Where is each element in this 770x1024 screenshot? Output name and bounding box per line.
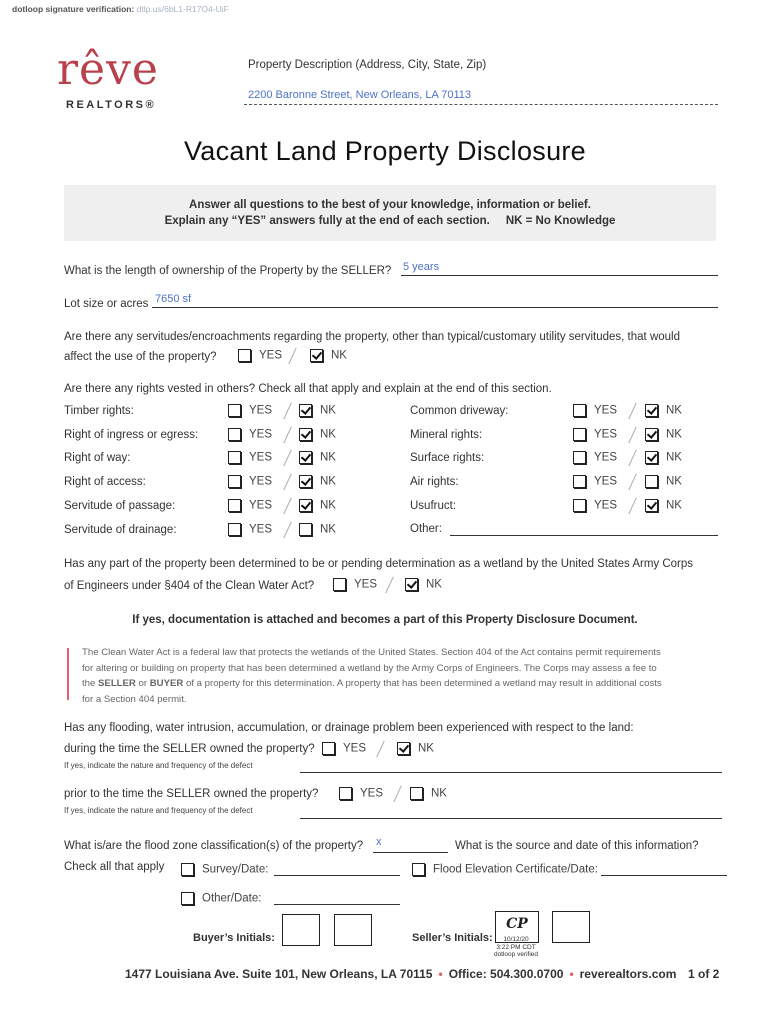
ownership-field[interactable]: 5 years: [403, 261, 440, 273]
rights-left-nk-option[interactable]: NK: [299, 428, 336, 441]
page-number: 1 of 2: [688, 967, 720, 981]
checkbox[interactable]: [412, 863, 425, 876]
checkbox-checked[interactable]: [310, 349, 323, 362]
wetland-doc-note: If yes, documentation is attached and becomes a part of this Property Disclosure Document.: [132, 614, 638, 626]
elevation-cert-option[interactable]: Flood Elevation Certificate/Date:: [412, 863, 598, 876]
survey-option[interactable]: Survey/Date:: [181, 863, 268, 876]
divider: [244, 104, 718, 105]
flooding-prior-if-yes: If yes, indicate the nature and frequency of the defect: [64, 806, 253, 815]
flooding-during-yes-option[interactable]: YES: [322, 742, 366, 755]
rights-left-label: Right of access:: [64, 476, 146, 488]
checkbox[interactable]: [410, 787, 423, 800]
flooding-prior-question: prior to the time the SELLER owned the property?: [64, 788, 319, 800]
checkbox[interactable]: [573, 475, 586, 488]
company-logo: rêve: [57, 44, 159, 95]
separator: [288, 348, 297, 365]
checkbox[interactable]: [228, 451, 241, 464]
checkbox[interactable]: [573, 404, 586, 417]
verification-label: dotloop signature verification:: [12, 4, 135, 14]
rights-left-nk-option[interactable]: NK: [299, 404, 336, 417]
checkbox[interactable]: [181, 892, 194, 905]
separator: [283, 450, 292, 467]
flood-zone-field[interactable]: x: [376, 836, 382, 848]
lot-size-underline: [152, 307, 718, 308]
separator: [385, 577, 394, 594]
instructions-box: [64, 185, 716, 241]
flooding-prior-yes-option[interactable]: YES: [339, 787, 383, 800]
other-option[interactable]: Other/Date:: [181, 892, 261, 905]
flood-zone-question: What is/are the flood zone classification(s) of the property?: [64, 840, 364, 852]
checkbox-checked[interactable]: [645, 404, 658, 417]
checkbox-checked[interactable]: [645, 428, 658, 441]
checkbox[interactable]: [573, 451, 586, 464]
survey-date-field[interactable]: [274, 875, 400, 876]
rights-right-nk-option[interactable]: NK: [645, 404, 682, 417]
signature-verification: [12, 4, 229, 14]
separator: [283, 474, 292, 491]
bullet-icon: •: [438, 967, 443, 981]
checkbox[interactable]: [333, 578, 346, 591]
rights-left-yes-option[interactable]: YES: [228, 404, 272, 417]
checkbox[interactable]: [645, 475, 658, 488]
wetland-question-line1: Has any part of the property been determined to be or pending determination as a wetland by the United States Army Corps: [64, 558, 694, 570]
wetland-yes-option[interactable]: YES: [333, 578, 377, 591]
rights-left-nk-option[interactable]: NK: [299, 475, 336, 488]
buyer-initials-box-2[interactable]: [334, 914, 372, 946]
footer-office: Office: 504.300.0700: [448, 967, 564, 981]
verification-link[interactable]: dtlp.us/6bL1-R17O4-UiF: [136, 4, 229, 14]
checkbox[interactable]: [573, 428, 586, 441]
rights-right-nk-option[interactable]: NK: [645, 475, 682, 488]
separator: [283, 403, 292, 420]
checkbox[interactable]: [322, 742, 335, 755]
rights-right-label: Common driveway:: [410, 405, 509, 417]
flooding-prior-defect-field[interactable]: [300, 818, 722, 819]
rights-left-yes-option[interactable]: YES: [228, 451, 272, 464]
checkbox-checked[interactable]: [397, 742, 410, 755]
rights-right-yes-option[interactable]: YES: [573, 451, 617, 464]
seller-initials-label: Seller’s Initials:: [412, 932, 493, 944]
checkbox-checked[interactable]: [405, 578, 418, 591]
checkbox[interactable]: [181, 863, 194, 876]
separator: [283, 498, 292, 515]
rights-left-label: Right of ingress or egress:: [64, 429, 199, 441]
rights-left-nk-option[interactable]: NK: [299, 451, 336, 464]
separator: [628, 498, 637, 515]
checkbox-checked[interactable]: [645, 499, 658, 512]
checkbox[interactable]: [299, 523, 312, 536]
separator: [393, 786, 402, 803]
checkbox[interactable]: [228, 428, 241, 441]
rights-left-label: Servitude of passage:: [64, 500, 176, 512]
rights-right-yes-option[interactable]: YES: [573, 428, 617, 441]
rights-left-yes-option[interactable]: YES: [228, 523, 272, 536]
flood-zone-source-question: What is the source and date of this information?: [455, 840, 699, 852]
lot-size-field[interactable]: 7650 sf: [155, 293, 192, 305]
checkbox-checked[interactable]: [299, 404, 312, 417]
separator: [628, 474, 637, 491]
rights-left-label: Servitude of drainage:: [64, 524, 177, 536]
instructions-line2: Explain any “YES” answers fully at the end of each section.: [164, 215, 490, 227]
buyer-initials-label: Buyer’s Initials:: [193, 932, 275, 944]
footer: [125, 967, 676, 981]
rights-left-yes-option[interactable]: YES: [228, 475, 272, 488]
rights-other-label: Other:: [410, 523, 442, 535]
separator: [283, 522, 292, 539]
separator: [628, 427, 637, 444]
rights-right-label: Surface rights:: [410, 452, 485, 464]
flooding-during-nk-option[interactable]: NK: [397, 742, 434, 755]
ownership-underline: [401, 275, 718, 276]
rights-left-yes-option[interactable]: YES: [228, 428, 272, 441]
rights-right-yes-option[interactable]: YES: [573, 404, 617, 417]
flood-zone-underline: [373, 852, 448, 853]
check-all-label: Check all that apply: [64, 861, 165, 873]
note-accent-bar: [67, 648, 69, 700]
wetland-question-line2: of Engineers under §404 of the Clean Water Act?: [64, 580, 315, 592]
checkbox[interactable]: [228, 475, 241, 488]
bullet-icon: •: [569, 967, 574, 981]
separator: [283, 427, 292, 444]
buyer-initials-box-1[interactable]: [282, 914, 320, 946]
rights-left-nk-option[interactable]: NK: [299, 499, 336, 512]
flooding-during-if-yes: If yes, indicate the nature and frequency of the defect: [64, 761, 253, 770]
checkbox[interactable]: [228, 523, 241, 536]
servitudes-yes-option[interactable]: YES: [238, 349, 282, 362]
servitudes-question-line2: affect the use of the property?: [64, 351, 217, 363]
wetland-nk-option[interactable]: NK: [405, 578, 442, 591]
rights-right-label: Usufruct:: [410, 500, 457, 512]
rights-left-nk-option[interactable]: NK: [299, 523, 336, 536]
lot-size-label: Lot size or acres: [64, 298, 149, 310]
checkbox[interactable]: [573, 499, 586, 512]
elevation-cert-date-field[interactable]: [601, 875, 727, 876]
checkbox-checked[interactable]: [299, 499, 312, 512]
rights-right-yes-option[interactable]: YES: [573, 499, 617, 512]
rights-right-label: Mineral rights:: [410, 429, 483, 441]
checkbox[interactable]: [339, 787, 352, 800]
rights-right-nk-option[interactable]: NK: [645, 428, 682, 441]
instructions-line1: Answer all questions to the best of your knowledge, information or belief.: [189, 199, 591, 211]
rights-right-nk-option[interactable]: NK: [645, 451, 682, 464]
checkbox[interactable]: [238, 349, 251, 362]
flooding-during-question: during the time the SELLER owned the property?: [64, 743, 315, 755]
checkbox[interactable]: [228, 404, 241, 417]
rights-heading: Are there any rights vested in others? Check all that apply and explain at the end of this section.: [64, 383, 552, 395]
rights-left-yes-option[interactable]: YES: [228, 499, 272, 512]
ownership-question: What is the length of ownership of the Property by the SELLER?: [64, 265, 392, 277]
dotloop-stamp: 10/12/20 3:22 PM CDT dotloop verified: [493, 936, 539, 958]
seller-initials-signature: CP: [506, 916, 528, 932]
checkbox-checked[interactable]: [299, 451, 312, 464]
property-description-label: Property Description (Address, City, State, Zip): [248, 59, 487, 71]
separator: [628, 450, 637, 467]
checkbox[interactable]: [228, 499, 241, 512]
footer-website[interactable]: reverealtors.com: [579, 967, 677, 981]
nk-legend: NK = No Knowledge: [505, 215, 616, 227]
rights-other-field[interactable]: [450, 535, 718, 536]
separator: [376, 741, 385, 758]
checkbox-checked[interactable]: [299, 475, 312, 488]
separator: [628, 403, 637, 420]
seller-initials-box-2[interactable]: [552, 911, 590, 943]
page-title: Vacant Land Property Disclosure: [184, 136, 586, 166]
other-date-field[interactable]: [274, 904, 400, 905]
property-address-field[interactable]: 2200 Baronne Street, New Orleans, LA 70113: [248, 89, 471, 101]
company-logo-subtitle: REALTORS®: [66, 99, 157, 111]
rights-left-label: Right of way:: [64, 452, 131, 464]
footer-address: 1477 Louisiana Ave. Suite 101, New Orleans, LA 70115: [125, 967, 433, 981]
checkbox-checked[interactable]: [299, 428, 312, 441]
servitudes-question-line1: Are there any servitudes/encroachments regarding the property, other than typical/customary utility servitudes, that would: [64, 331, 680, 343]
clean-water-note: The Clean Water Act is a federal law that protects the wetlands of the United States. Section 404 of the Act contains permit requirements for altering or building on property that has been determined a wetland by the Army Corps of Engineers. The Corps may assess a fee to the SELLER or BUYER of a property for this determination. A property that has been determined a wetland may result in additional costs for a Section 404 permit.: [82, 647, 662, 705]
rights-right-yes-option[interactable]: YES: [573, 475, 617, 488]
flooding-during-defect-field[interactable]: [300, 772, 722, 773]
flooding-prior-nk-option[interactable]: NK: [410, 787, 447, 800]
rights-right-label: Air rights:: [410, 476, 459, 488]
checkbox-checked[interactable]: [645, 451, 658, 464]
rights-right-nk-option[interactable]: NK: [645, 499, 682, 512]
rights-left-label: Timber rights:: [64, 405, 134, 417]
servitudes-nk-option[interactable]: NK: [310, 349, 347, 362]
flooding-question: Has any flooding, water intrusion, accumulation, or drainage problem been experienced with respect to the land:: [64, 722, 634, 734]
